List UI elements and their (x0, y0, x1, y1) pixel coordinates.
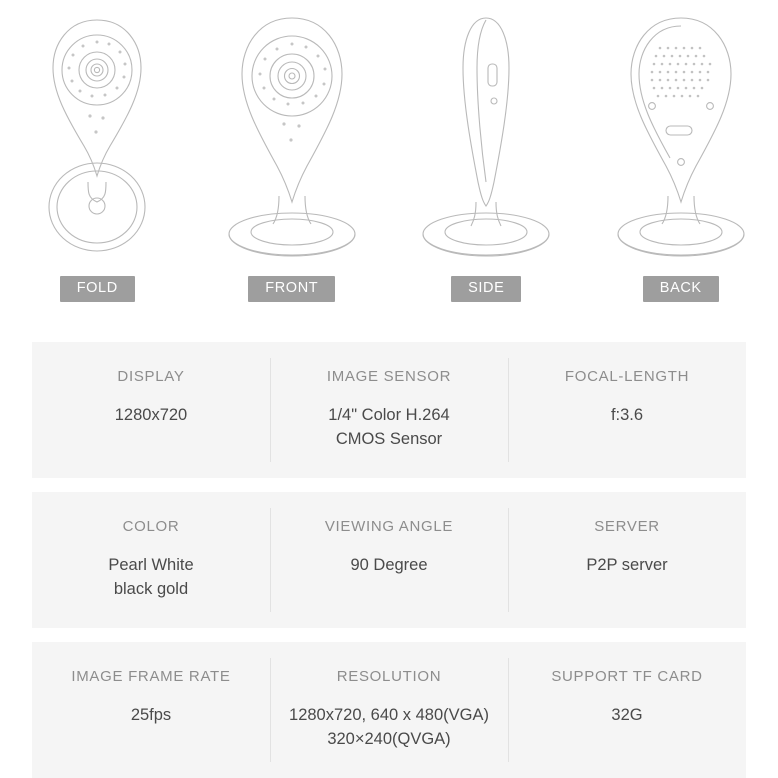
camera-side-illustration (393, 6, 579, 268)
spec-cell-image-sensor (270, 342, 508, 478)
spec-cell-display (32, 342, 270, 478)
spec-cell-support-tf-card (508, 642, 746, 778)
spec-value-line: 1/4" Color H.264 (278, 404, 500, 428)
spec-value (516, 704, 738, 728)
spec-title: COLOR (40, 518, 262, 536)
product-view-front (195, 6, 390, 320)
spec-cell-server (508, 492, 746, 628)
spec-cell-color (32, 492, 270, 628)
spec-cell-resolution (270, 642, 508, 778)
view-label-fold: FOLD (60, 276, 135, 302)
spec-title: IMAGE SENSOR (278, 368, 500, 386)
spec-value (516, 554, 738, 578)
view-label-back: BACK (643, 276, 719, 302)
camera-back-illustration (588, 6, 774, 268)
product-view-back (584, 6, 778, 320)
spec-value (278, 704, 500, 752)
spec-value-line: f:3.6 (516, 404, 738, 428)
spec-value (278, 554, 500, 578)
spec-value-line: black gold (40, 578, 262, 602)
spec-title: IMAGE FRAME RATE (40, 668, 262, 686)
spec-row-1 (32, 342, 746, 478)
camera-fold-illustration (4, 6, 190, 268)
spec-title: DISPLAY (40, 368, 262, 386)
spec-title: SUPPORT TF CARD (516, 668, 738, 686)
spec-value (278, 404, 500, 452)
spec-value-line: 1280x720 (40, 404, 262, 428)
spec-cell-image-frame-rate (32, 642, 270, 778)
product-views-row (0, 0, 778, 320)
spec-value-line: 320×240(QVGA) (278, 728, 500, 752)
spec-value (40, 554, 262, 602)
spec-value-line: CMOS Sensor (278, 428, 500, 452)
camera-front-illustration (199, 6, 385, 268)
spec-title: RESOLUTION (278, 668, 500, 686)
spec-value (516, 404, 738, 428)
product-view-side (389, 6, 584, 320)
view-label-front: FRONT (248, 276, 335, 302)
spec-value-line: Pearl White (40, 554, 262, 578)
spec-cell-viewing-angle (270, 492, 508, 628)
product-view-fold (0, 6, 195, 320)
spec-row-2 (32, 492, 746, 628)
spec-row-3 (32, 642, 746, 778)
spec-title: SERVER (516, 518, 738, 536)
view-label-side: SIDE (451, 276, 521, 302)
spec-title: FOCAL-LENGTH (516, 368, 738, 386)
spec-value (40, 404, 262, 428)
spec-title: VIEWING ANGLE (278, 518, 500, 536)
spec-value-line: 90 Degree (278, 554, 500, 578)
spec-value-line: 1280x720, 640 x 480(VGA) (278, 704, 500, 728)
spec-value (40, 704, 262, 728)
spec-cell-focal-length (508, 342, 746, 478)
spec-value-line: 25fps (40, 704, 262, 728)
spec-value-line: 32G (516, 704, 738, 728)
spec-value-line: P2P server (516, 554, 738, 578)
